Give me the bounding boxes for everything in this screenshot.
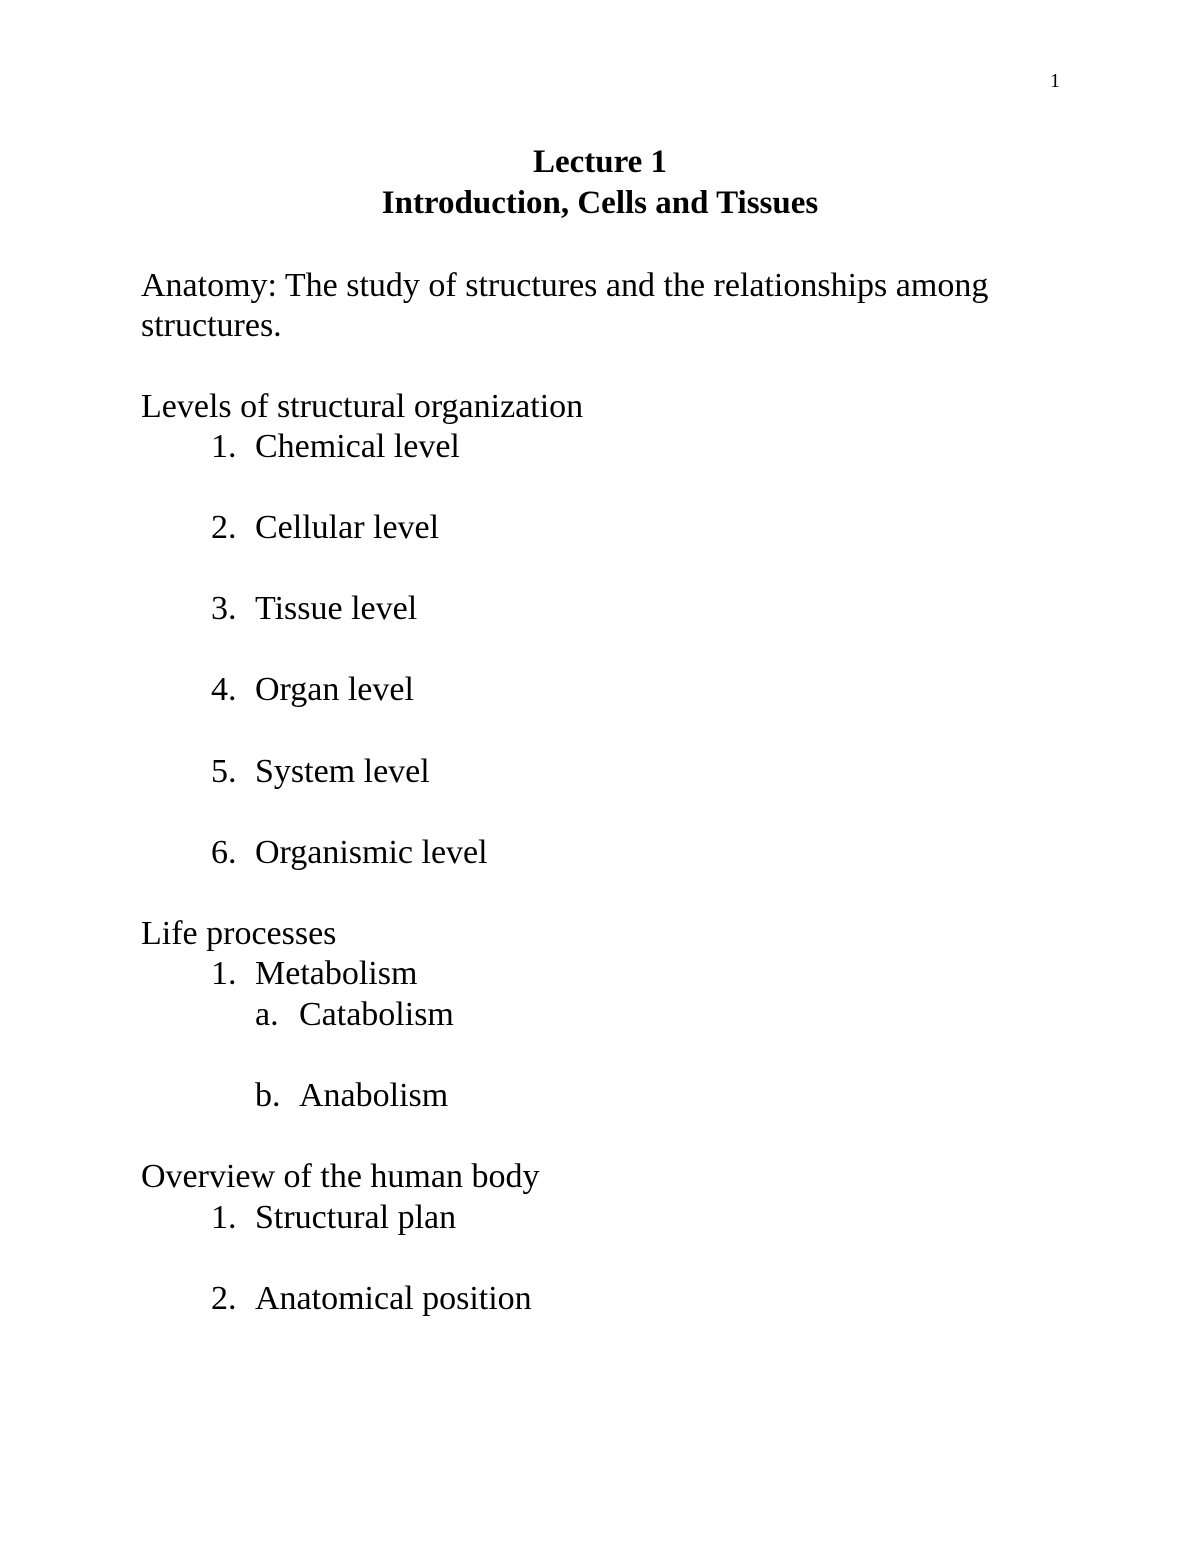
sub-list-item xyxy=(255,995,454,1035)
anatomy-definition-line-2: structures. xyxy=(141,307,282,344)
list-item xyxy=(211,954,417,994)
list-item xyxy=(211,427,460,467)
list-item xyxy=(211,752,430,792)
sub-list-item xyxy=(255,1076,448,1116)
sub-list-item-letter: a. xyxy=(255,996,279,1033)
sub-list-item-label: Anabolism xyxy=(299,1077,449,1114)
list-item-number: 6. xyxy=(211,834,237,871)
list-item xyxy=(211,1279,532,1319)
list-item-label: Organ level xyxy=(255,671,414,708)
list-item xyxy=(211,508,439,548)
life-processes-heading: Life processes xyxy=(141,915,337,952)
list-item-label: Chemical level xyxy=(255,428,460,465)
list-item-label: Organismic level xyxy=(255,834,488,871)
lecture-subtitle: Introduction, Cells and Tissues xyxy=(381,185,819,221)
list-item-number: 2. xyxy=(211,1280,237,1317)
list-item-label: Structural plan xyxy=(255,1199,457,1236)
lecture-title: Lecture 1 xyxy=(532,144,668,180)
sub-list-item-label: Catabolism xyxy=(299,996,454,1033)
list-item-label: Cellular level xyxy=(255,509,440,546)
anatomy-definition-line-1: Anatomy: The study of structures and the relationships among xyxy=(141,267,989,304)
list-item-label: Anatomical position xyxy=(255,1280,532,1317)
list-item-number: 4. xyxy=(211,671,237,708)
list-item xyxy=(211,1198,456,1238)
list-item-number: 5. xyxy=(211,753,237,790)
list-item-number: 1. xyxy=(211,955,237,992)
list-item-number: 2. xyxy=(211,509,237,546)
list-item xyxy=(211,589,417,629)
levels-heading: Levels of structural organization xyxy=(141,388,584,425)
list-item-number: 1. xyxy=(211,428,237,465)
list-item xyxy=(211,670,414,710)
list-item-label: System level xyxy=(255,753,430,790)
list-item-label: Tissue level xyxy=(255,590,418,627)
sub-list-item-letter: b. xyxy=(255,1077,281,1114)
list-item-number: 3. xyxy=(211,590,237,627)
overview-heading: Overview of the human body xyxy=(141,1158,540,1195)
list-item xyxy=(211,833,488,873)
list-item-number: 1. xyxy=(211,1199,237,1236)
list-item-label: Metabolism xyxy=(255,955,418,992)
page-number: 1 xyxy=(1050,70,1060,92)
